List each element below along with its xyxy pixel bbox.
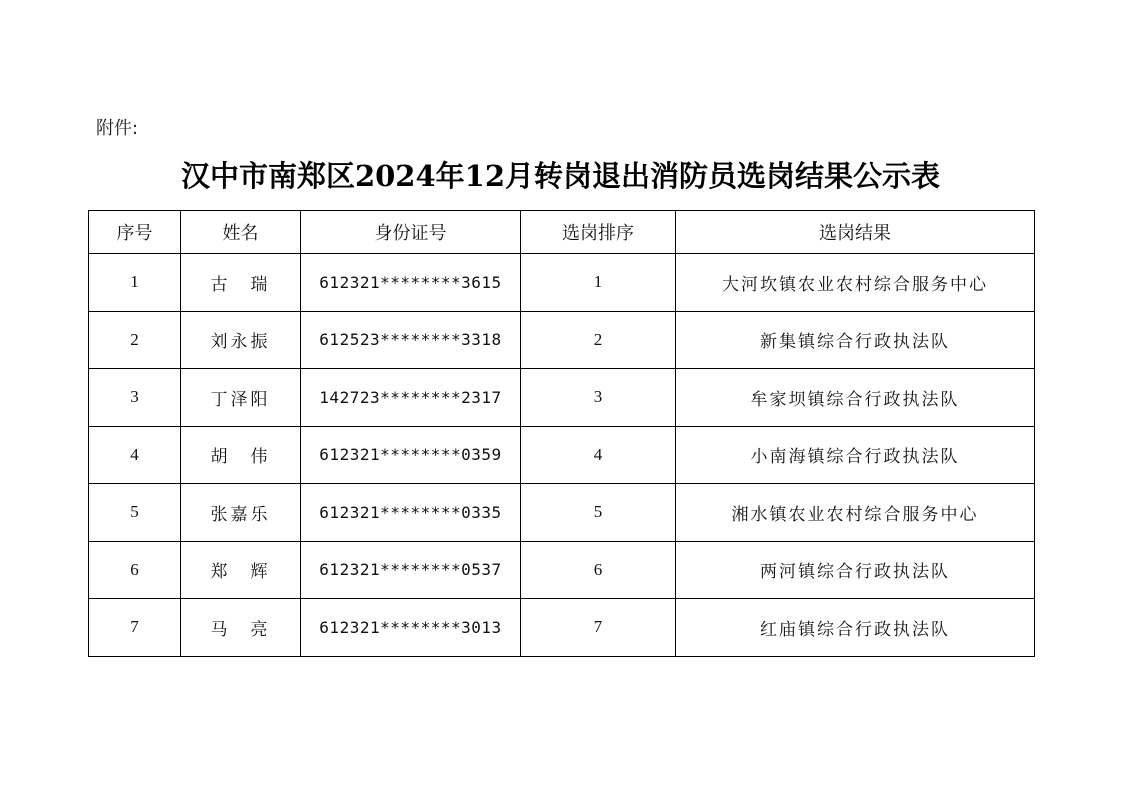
cell-id-number: 142723********2317 xyxy=(301,369,521,427)
cell-name: 古 瑞 xyxy=(181,254,301,312)
attachment-label: 附件: xyxy=(96,118,139,139)
document-title: 汉中市南郑区2024年12月转岗退出消防员选岗结果公示表 xyxy=(180,159,941,193)
cell-result: 牟家坝镇综合行政执法队 xyxy=(676,369,1035,427)
cell-seq: 5 xyxy=(89,484,181,542)
cell-result: 两河镇综合行政执法队 xyxy=(676,541,1035,599)
cell-result: 新集镇综合行政执法队 xyxy=(676,311,1035,369)
table-header-row xyxy=(89,211,1035,254)
cell-seq: 1 xyxy=(89,254,181,312)
cell-rank: 7 xyxy=(521,599,676,657)
cell-seq: 2 xyxy=(89,311,181,369)
table-row xyxy=(89,599,1035,657)
cell-seq: 6 xyxy=(89,541,181,599)
cell-result: 湘水镇农业农村综合服务中心 xyxy=(676,484,1035,542)
cell-name: 胡 伟 xyxy=(181,426,301,484)
header-id-number: 身份证号 xyxy=(301,211,521,254)
table-row xyxy=(89,541,1035,599)
table-row xyxy=(89,426,1035,484)
header-seq: 序号 xyxy=(89,211,181,254)
cell-id-number: 612321********0359 xyxy=(301,426,521,484)
result-table xyxy=(88,210,1035,657)
cell-rank: 1 xyxy=(521,254,676,312)
cell-rank: 5 xyxy=(521,484,676,542)
table-row xyxy=(89,254,1035,312)
cell-rank: 2 xyxy=(521,311,676,369)
header-selection-rank: 选岗排序 xyxy=(521,211,676,254)
cell-result: 红庙镇综合行政执法队 xyxy=(676,599,1035,657)
cell-name: 张嘉乐 xyxy=(181,484,301,542)
table-row xyxy=(89,311,1035,369)
cell-result: 小南海镇综合行政执法队 xyxy=(676,426,1035,484)
cell-name: 郑 辉 xyxy=(181,541,301,599)
cell-id-number: 612321********0335 xyxy=(301,484,521,542)
table-body xyxy=(89,254,1035,657)
header-selection-result: 选岗结果 xyxy=(676,211,1035,254)
cell-seq: 7 xyxy=(89,599,181,657)
cell-id-number: 612321********3615 xyxy=(301,254,521,312)
cell-rank: 6 xyxy=(521,541,676,599)
cell-result: 大河坎镇农业农村综合服务中心 xyxy=(676,254,1035,312)
cell-id-number: 612321********0537 xyxy=(301,541,521,599)
cell-id-number: 612523********3318 xyxy=(301,311,521,369)
cell-rank: 4 xyxy=(521,426,676,484)
header-name: 姓名 xyxy=(181,211,301,254)
cell-seq: 4 xyxy=(89,426,181,484)
table-row xyxy=(89,369,1035,427)
cell-name: 马 亮 xyxy=(181,599,301,657)
table-row xyxy=(89,484,1035,542)
cell-name: 刘永振 xyxy=(181,311,301,369)
cell-seq: 3 xyxy=(89,369,181,427)
cell-id-number: 612321********3013 xyxy=(301,599,521,657)
cell-name: 丁泽阳 xyxy=(181,369,301,427)
table-header xyxy=(89,211,1035,254)
cell-rank: 3 xyxy=(521,369,676,427)
